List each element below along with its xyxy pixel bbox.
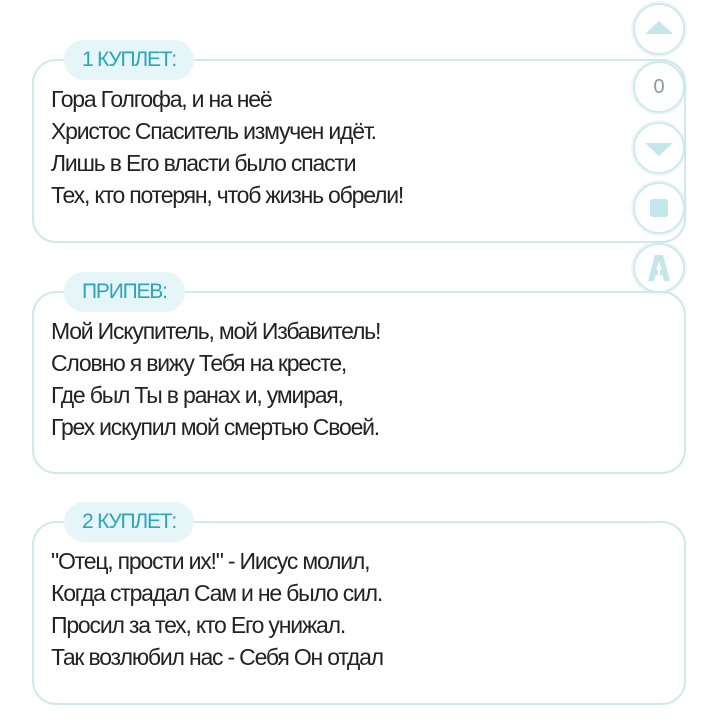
font-size-button[interactable] (633, 243, 685, 293)
lyric-line: Когда страдал Сам и не было сил. (51, 580, 383, 606)
verse-2-lines (51, 545, 383, 673)
lyric-line: "Отец, прости их!" - Иисус молил, (51, 548, 370, 574)
lyric-line: Словно я вижу Тебя на кресте, (51, 350, 347, 376)
verse-1-lines (51, 83, 403, 211)
lyric-line: Тех, кто потерян, чтоб жизнь обрели! (51, 182, 404, 208)
square-stop-icon (650, 199, 668, 217)
speed-counter[interactable] (633, 61, 685, 113)
chorus-label: ПРИПЕВ: (64, 272, 185, 312)
lyric-line: Мой Искупитель, мой Избавитель! (51, 318, 381, 344)
triangle-down-icon (645, 143, 673, 156)
verse-1-label: 1 КУПЛЕТ: (64, 40, 194, 80)
verse-2-label: 2 КУПЛЕТ: (64, 502, 194, 542)
chorus-lines (51, 315, 380, 443)
lyric-line: Просил за тех, кто Его унижал. (51, 612, 346, 638)
lyric-line: Лишь в Его власти было спасти (51, 150, 356, 176)
verse-2-card (32, 510, 686, 705)
lyric-line: Гора Голгофа, и на неё (51, 86, 272, 112)
verse-1-card (32, 48, 686, 243)
lyric-line: Где был Ты в ранах и, умирая, (51, 382, 343, 408)
stop-button[interactable] (633, 182, 685, 234)
chorus-card (32, 280, 686, 474)
triangle-up-icon (645, 21, 673, 34)
lyric-line: Христос Спаситель измучен идёт. (51, 118, 376, 144)
lyric-line: Так возлюбил нас - Себя Он отдал (51, 644, 383, 670)
scroll-up-button[interactable] (633, 3, 685, 55)
font-size-icon (646, 253, 672, 283)
lyric-line: Грех искупил мой смертью Своей. (51, 414, 379, 440)
scroll-down-button[interactable] (633, 122, 685, 174)
speed-counter-value: 0 (653, 75, 665, 98)
